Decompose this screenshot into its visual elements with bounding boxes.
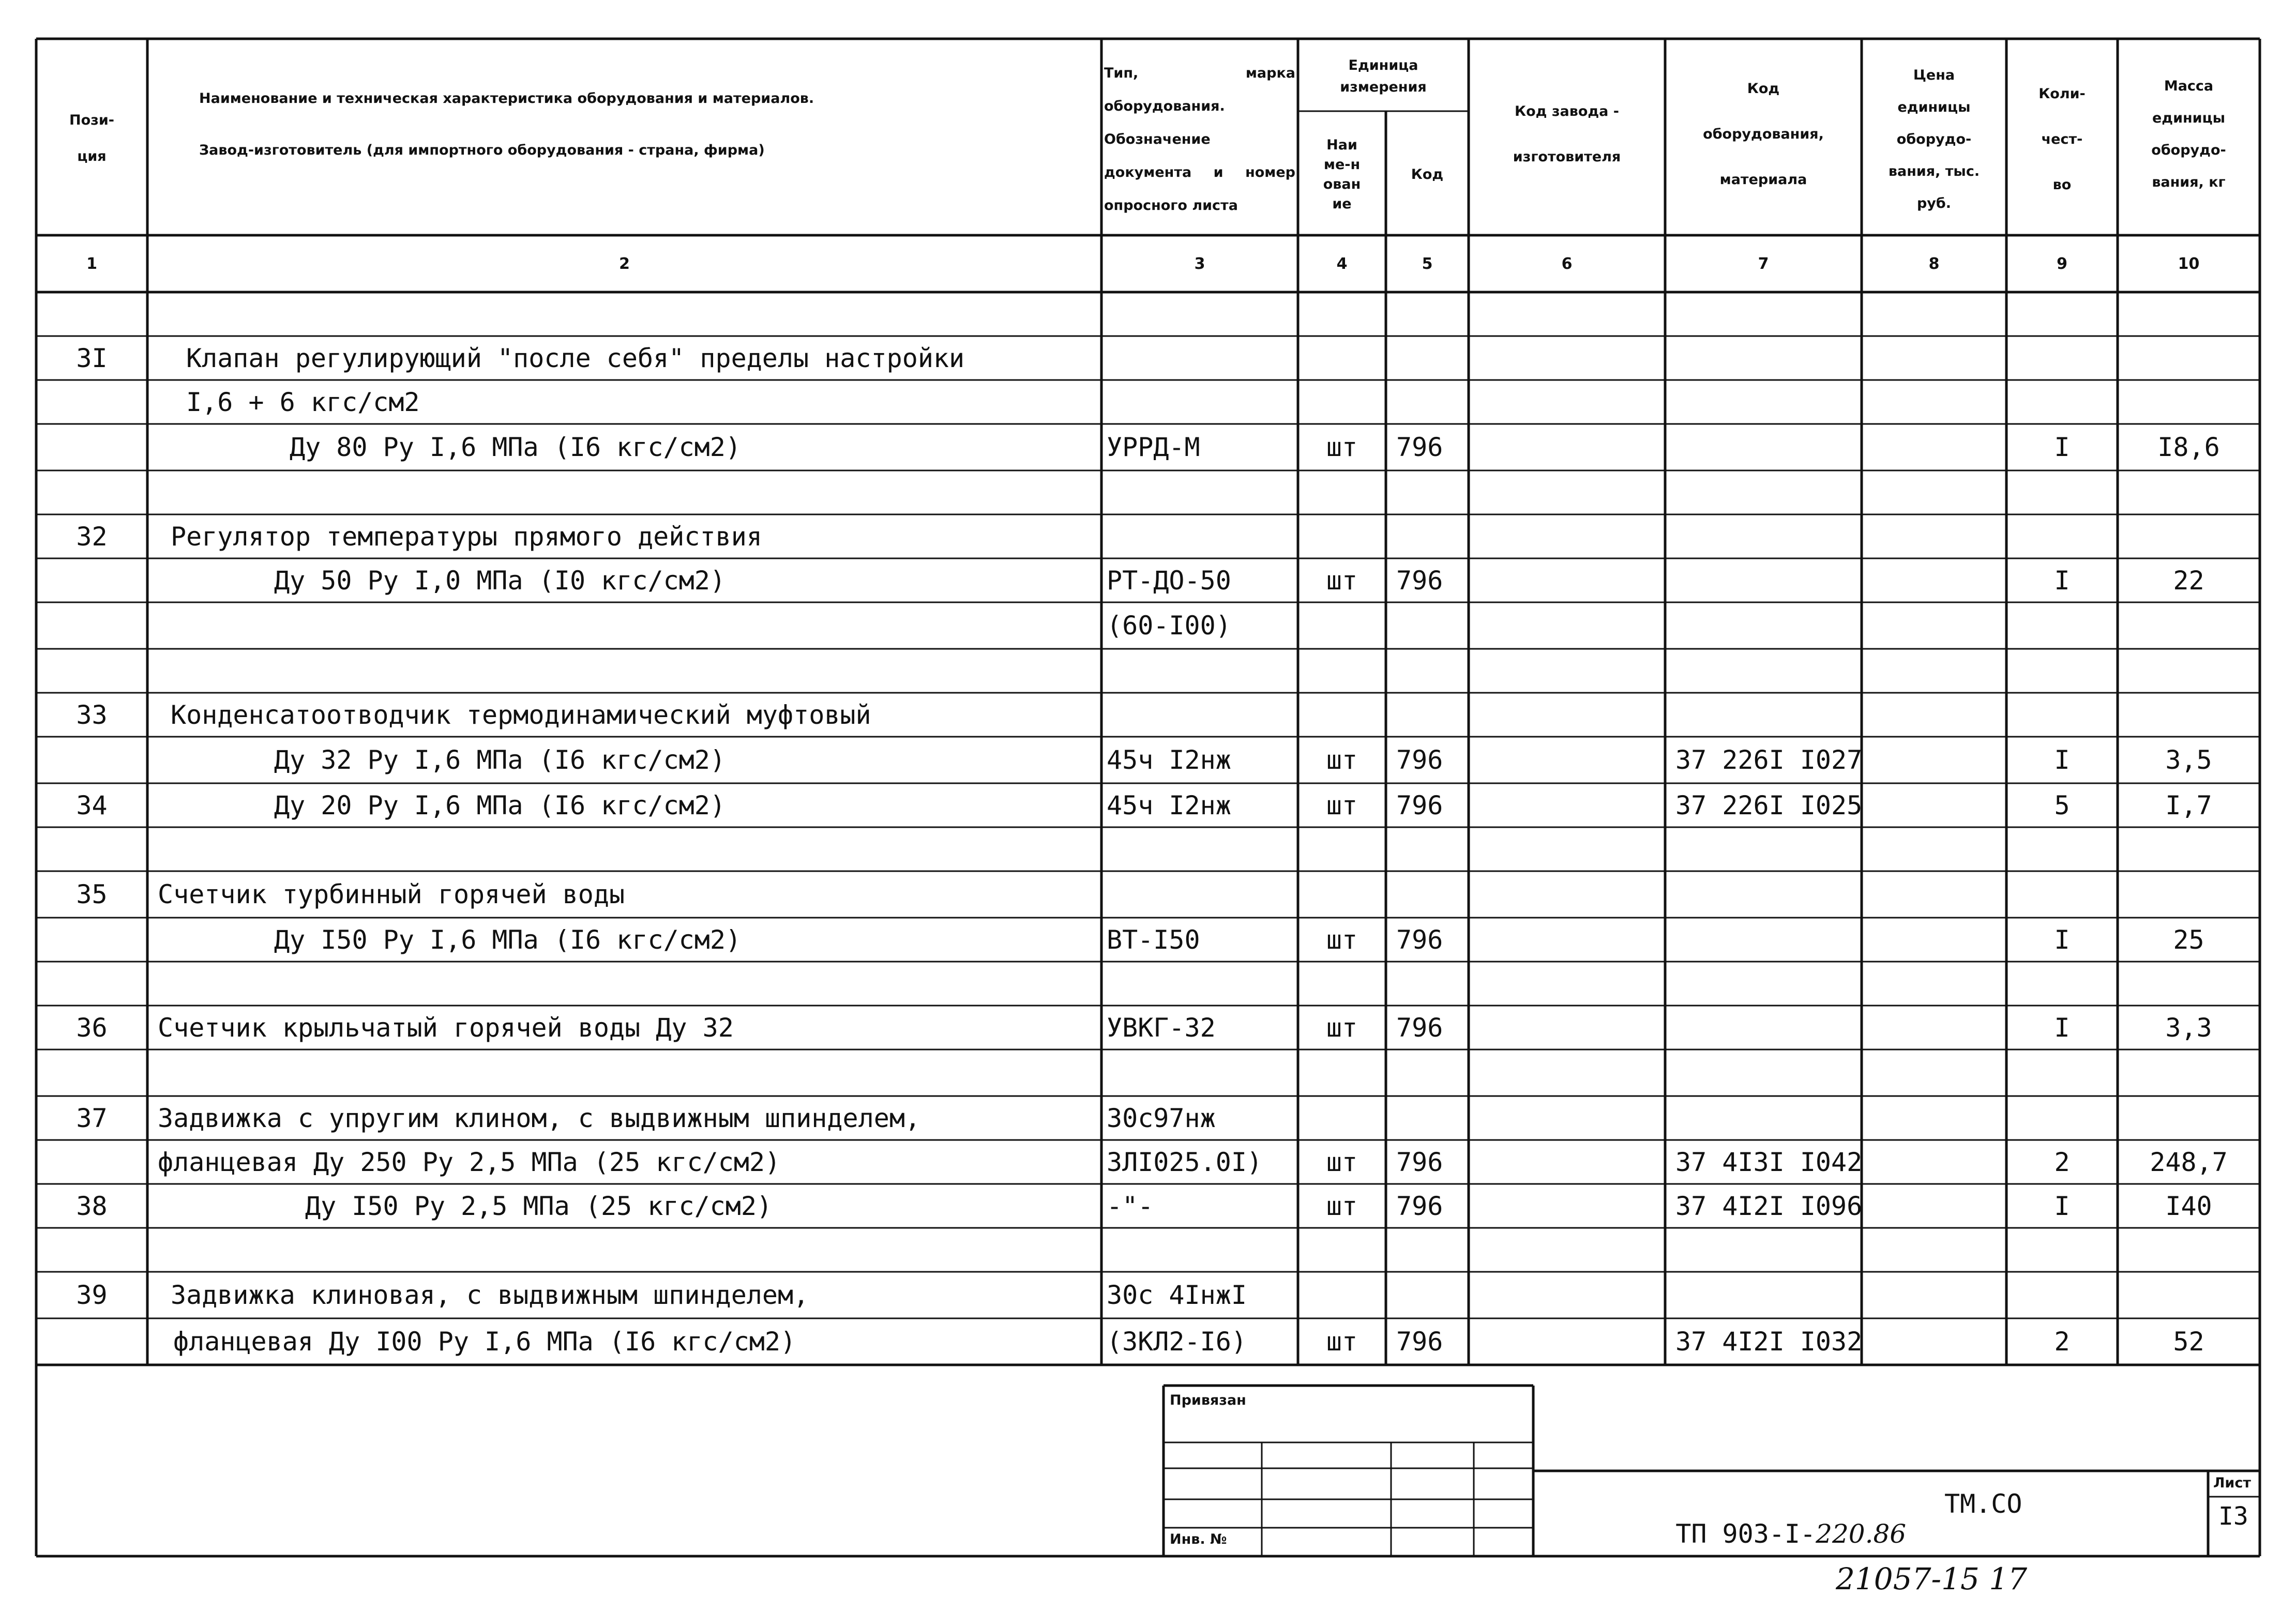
cell-equipment-code bbox=[1675, 292, 1862, 336]
cell-unit-code: 796 bbox=[1396, 1147, 1443, 1177]
cell-mass bbox=[2118, 649, 2260, 693]
cell-name bbox=[155, 649, 1099, 693]
doc-number-print: ТП 903-I- bbox=[1675, 1519, 1816, 1549]
cell-name: Задвижка клиновая, с выдвижным шпинделем, bbox=[171, 1280, 809, 1310]
cell-equipment-code bbox=[1675, 558, 1862, 602]
cell-price bbox=[1862, 693, 2006, 737]
cell-price bbox=[1862, 737, 2006, 783]
cell-unit: шт bbox=[1326, 790, 1358, 820]
cell-type: УВКГ-32 bbox=[1107, 1012, 1216, 1043]
cell-mass bbox=[2118, 1096, 2260, 1140]
cell-manufacturer-code bbox=[1469, 514, 1665, 558]
cell-mass bbox=[2118, 514, 2260, 558]
header-type: Тип, марка оборудования. Обозначение документа и номер опросного листа bbox=[1104, 65, 1295, 214]
cell-price bbox=[1862, 1184, 2006, 1228]
cell-manufacturer-code bbox=[1469, 1096, 1665, 1140]
cell-equipment-code: 37 226I I025 bbox=[1675, 790, 1863, 820]
cell-quantity bbox=[2006, 1228, 2118, 1272]
doc-number-hand: 220.86 bbox=[1816, 1519, 1907, 1549]
cell-position bbox=[36, 737, 147, 783]
cell-position bbox=[36, 827, 147, 871]
cell-position bbox=[36, 649, 147, 693]
cell-manufacturer-code bbox=[1469, 1318, 1665, 1365]
cell-unit-code bbox=[1396, 470, 1469, 514]
cell-name: Ду 20 Ру I,6 МПа (I6 кгс/см2) bbox=[274, 790, 726, 820]
cell-name: I,6 + 6 кгс/см2 bbox=[186, 387, 420, 417]
cell-position: 39 bbox=[76, 1280, 108, 1310]
cell-unit bbox=[1298, 602, 1386, 649]
cell-price bbox=[1862, 514, 2006, 558]
cell-position bbox=[36, 424, 147, 470]
cell-unit bbox=[1298, 962, 1386, 1006]
cell-equipment-code bbox=[1675, 1050, 1862, 1096]
header-equipment-code: Код оборудования, материала bbox=[1703, 81, 1824, 188]
header-name-line2: Завод-изготовитель (для импортного оборудования - страна, фирма) bbox=[199, 142, 765, 158]
cell-price bbox=[1862, 292, 2006, 336]
cell-quantity: 2 bbox=[2054, 1327, 2070, 1357]
cell-position: 34 bbox=[76, 790, 108, 820]
cell-equipment-code bbox=[1675, 962, 1862, 1006]
cell-price bbox=[1862, 1140, 2006, 1184]
cell-name: Ду I50 Ру I,6 МПа (I6 кгс/см2) bbox=[274, 924, 742, 955]
cell-manufacturer-code bbox=[1469, 602, 1665, 649]
cell-price bbox=[1862, 1318, 2006, 1365]
cell-quantity bbox=[2006, 514, 2118, 558]
cell-unit bbox=[1298, 649, 1386, 693]
cell-mass bbox=[2118, 827, 2260, 871]
colnum-10: 10 bbox=[2178, 254, 2200, 273]
cell-quantity bbox=[2006, 1272, 2118, 1318]
cell-manufacturer-code bbox=[1469, 737, 1665, 783]
cell-equipment-code: 37 226I I027 bbox=[1675, 745, 1863, 775]
cell-price bbox=[1862, 827, 2006, 871]
cell-name bbox=[155, 1228, 1099, 1272]
cell-unit: шт bbox=[1326, 1147, 1358, 1177]
cell-unit-code bbox=[1396, 1096, 1469, 1140]
cell-unit-code: 796 bbox=[1396, 924, 1443, 955]
cell-manufacturer-code bbox=[1469, 1006, 1665, 1050]
cell-name: фланцевая Ду 250 Ру 2,5 МПа (25 кгс/см2) bbox=[158, 1147, 781, 1177]
cell-unit bbox=[1298, 871, 1386, 918]
cell-mass bbox=[2118, 470, 2260, 514]
cell-position bbox=[36, 602, 147, 649]
cell-unit-code bbox=[1396, 962, 1469, 1006]
cell-unit-code: 796 bbox=[1396, 565, 1443, 596]
cell-equipment-code: 37 4I2I I096 bbox=[1675, 1191, 1863, 1221]
cell-mass: 25 bbox=[2173, 924, 2204, 955]
colnum-2: 2 bbox=[619, 254, 630, 273]
colnum-8: 8 bbox=[1928, 254, 1940, 273]
cell-unit bbox=[1298, 292, 1386, 336]
cell-manufacturer-code bbox=[1469, 1184, 1665, 1228]
stamp-privyazan: Привязан bbox=[1170, 1392, 1246, 1408]
cell-quantity: I bbox=[2054, 1012, 2070, 1043]
cell-name: Ду 32 Ру I,6 МПа (I6 кгс/см2) bbox=[274, 745, 726, 775]
cell-mass bbox=[2118, 1272, 2260, 1318]
cell-equipment-code bbox=[1675, 336, 1862, 380]
cell-type bbox=[1107, 693, 1293, 737]
cell-name: Клапан регулирующий "после себя" пределы настройки bbox=[186, 343, 965, 373]
stamp-doc-number bbox=[1644, 1489, 1906, 1549]
cell-equipment-code bbox=[1675, 470, 1862, 514]
cell-position bbox=[36, 1050, 147, 1096]
cell-position bbox=[36, 1140, 147, 1184]
cell-type: 45ч I2нж bbox=[1107, 745, 1231, 775]
cell-type bbox=[1107, 1050, 1293, 1096]
cell-position bbox=[36, 470, 147, 514]
cell-quantity bbox=[2006, 962, 2118, 1006]
cell-manufacturer-code bbox=[1469, 962, 1665, 1006]
colnum-4: 4 bbox=[1336, 254, 1348, 273]
cell-equipment-code: 37 4I3I I042 bbox=[1675, 1147, 1863, 1177]
cell-unit-code bbox=[1396, 1228, 1469, 1272]
header-price: Цена единицы оборудо-вания, тыс. руб. bbox=[1888, 67, 1980, 211]
cell-type bbox=[1107, 649, 1293, 693]
cell-manufacturer-code bbox=[1469, 918, 1665, 962]
cell-type bbox=[1107, 962, 1293, 1006]
cell-unit-code: 796 bbox=[1396, 432, 1443, 462]
cell-manufacturer-code bbox=[1469, 783, 1665, 827]
cell-mass bbox=[2118, 602, 2260, 649]
header-manufacturer-code: Код завода - изготовителя bbox=[1513, 103, 1621, 165]
cell-type: ЗЛI025.0I) bbox=[1107, 1147, 1263, 1177]
cell-position bbox=[36, 380, 147, 424]
cell-unit bbox=[1298, 1228, 1386, 1272]
cell-unit-code bbox=[1396, 871, 1469, 918]
cell-price bbox=[1862, 470, 2006, 514]
cell-manufacturer-code bbox=[1469, 827, 1665, 871]
stamp-sheet-label: Лист bbox=[2213, 1475, 2251, 1491]
cell-manufacturer-code bbox=[1469, 1140, 1665, 1184]
cell-quantity: I bbox=[2054, 565, 2070, 596]
cell-manufacturer-code bbox=[1469, 1228, 1665, 1272]
cell-manufacturer-code bbox=[1469, 470, 1665, 514]
cell-unit-code bbox=[1396, 649, 1469, 693]
cell-equipment-code: 37 4I2I I032 bbox=[1675, 1327, 1863, 1357]
colnum-7: 7 bbox=[1758, 254, 1769, 273]
cell-price bbox=[1862, 380, 2006, 424]
cell-type: 30с 4IнжI bbox=[1107, 1280, 1247, 1310]
cell-name: Ду I50 Ру 2,5 МПа (25 кгс/см2) bbox=[305, 1191, 773, 1221]
cell-unit: шт bbox=[1326, 432, 1358, 462]
cell-mass: 3,5 bbox=[2165, 745, 2212, 775]
cell-name bbox=[155, 292, 1099, 336]
cell-quantity: I bbox=[2054, 924, 2070, 955]
cell-position bbox=[36, 962, 147, 1006]
cell-equipment-code bbox=[1675, 1272, 1862, 1318]
cell-manufacturer-code bbox=[1469, 558, 1665, 602]
cell-unit-code: 796 bbox=[1396, 745, 1443, 775]
cell-quantity: I bbox=[2054, 1191, 2070, 1221]
cell-unit bbox=[1298, 1272, 1386, 1318]
cell-type: (ЗКЛ2-I6) bbox=[1107, 1327, 1247, 1357]
cell-unit-code bbox=[1396, 1272, 1469, 1318]
cell-price bbox=[1862, 1096, 2006, 1140]
cell-type: 30с97нж bbox=[1107, 1103, 1216, 1133]
colnum-9: 9 bbox=[2057, 254, 2067, 273]
cell-price bbox=[1862, 602, 2006, 649]
cell-quantity bbox=[2006, 470, 2118, 514]
cell-manufacturer-code bbox=[1469, 424, 1665, 470]
cell-unit-code: 796 bbox=[1396, 1327, 1443, 1357]
cell-equipment-code bbox=[1675, 1228, 1862, 1272]
cell-type bbox=[1107, 1228, 1293, 1272]
cell-price bbox=[1862, 424, 2006, 470]
cell-position: 33 bbox=[76, 699, 108, 730]
cell-price bbox=[1862, 871, 2006, 918]
cell-name bbox=[155, 602, 1099, 649]
cell-quantity bbox=[2006, 602, 2118, 649]
cell-unit-code bbox=[1396, 693, 1469, 737]
cell-type bbox=[1107, 470, 1293, 514]
cell-mass bbox=[2118, 1050, 2260, 1096]
cell-mass bbox=[2118, 693, 2260, 737]
cell-unit-code bbox=[1396, 292, 1469, 336]
colnum-6: 6 bbox=[1561, 254, 1573, 273]
cell-manufacturer-code bbox=[1469, 871, 1665, 918]
cell-position bbox=[36, 1318, 147, 1365]
cell-manufacturer-code bbox=[1469, 380, 1665, 424]
cell-unit bbox=[1298, 514, 1386, 558]
cell-unit: шт bbox=[1326, 1012, 1358, 1043]
cell-price bbox=[1862, 649, 2006, 693]
cell-name: Счетчик турбинный горячей воды bbox=[158, 879, 625, 909]
cell-manufacturer-code bbox=[1469, 649, 1665, 693]
cell-unit-code bbox=[1396, 514, 1469, 558]
header-mass: Масса единицы оборудо-вания, кг bbox=[2151, 78, 2226, 190]
colnum-3: 3 bbox=[1194, 254, 1205, 273]
cell-equipment-code bbox=[1675, 918, 1862, 962]
cell-position: 35 bbox=[76, 879, 108, 909]
cell-equipment-code bbox=[1675, 827, 1862, 871]
cell-price bbox=[1862, 783, 2006, 827]
cell-type: УРРД-М bbox=[1107, 432, 1200, 462]
cell-manufacturer-code bbox=[1469, 292, 1665, 336]
cell-unit: шт bbox=[1326, 1327, 1358, 1357]
cell-quantity bbox=[2006, 1050, 2118, 1096]
cell-unit bbox=[1298, 1050, 1386, 1096]
cell-unit-code: 796 bbox=[1396, 790, 1443, 820]
cell-position: 37 bbox=[76, 1103, 108, 1133]
cell-type bbox=[1107, 336, 1293, 380]
stamp-doc-code: ТМ.СО bbox=[1944, 1489, 2022, 1519]
cell-quantity bbox=[2006, 827, 2118, 871]
cell-equipment-code bbox=[1675, 1006, 1862, 1050]
cell-name: Ду 80 Ру I,6 МПа (I6 кгс/см2) bbox=[290, 432, 741, 462]
cell-position bbox=[36, 292, 147, 336]
cell-unit bbox=[1298, 1096, 1386, 1140]
cell-name: фланцевая Ду I00 Ру I,6 МПа (I6 кгс/см2) bbox=[173, 1327, 796, 1357]
cell-manufacturer-code bbox=[1469, 336, 1665, 380]
cell-unit: шт bbox=[1326, 1191, 1358, 1221]
cell-quantity bbox=[2006, 649, 2118, 693]
cell-quantity bbox=[2006, 380, 2118, 424]
cell-price bbox=[1862, 1050, 2006, 1096]
cell-mass: I40 bbox=[2165, 1191, 2212, 1221]
cell-quantity bbox=[2006, 1096, 2118, 1140]
cell-unit-code bbox=[1396, 602, 1469, 649]
header-name-line1: Наименование и техническая характеристика оборудования и материалов. bbox=[199, 90, 814, 107]
cell-name: Счетчик крыльчатый горячей воды Ду 32 bbox=[158, 1012, 734, 1043]
cell-equipment-code bbox=[1675, 649, 1862, 693]
cell-name bbox=[155, 827, 1099, 871]
cell-position bbox=[36, 918, 147, 962]
header-name bbox=[150, 44, 1099, 233]
cell-quantity: 5 bbox=[2054, 790, 2070, 820]
cell-mass: 22 bbox=[2173, 565, 2204, 596]
cell-price bbox=[1862, 1228, 2006, 1272]
cell-mass: 52 bbox=[2173, 1327, 2204, 1357]
cell-price bbox=[1862, 1272, 2006, 1318]
colnum-5: 5 bbox=[1422, 254, 1433, 273]
cell-equipment-code bbox=[1675, 602, 1862, 649]
cell-type bbox=[1107, 380, 1293, 424]
cell-mass bbox=[2118, 336, 2260, 380]
cell-mass bbox=[2118, 871, 2260, 918]
cell-position bbox=[36, 558, 147, 602]
cell-quantity bbox=[2006, 871, 2118, 918]
cell-unit: шт bbox=[1326, 745, 1358, 775]
cell-equipment-code bbox=[1675, 693, 1862, 737]
header-quantity: Коли-чест-во bbox=[2038, 86, 2086, 193]
cell-type bbox=[1107, 514, 1293, 558]
header-position: Пози- ция bbox=[69, 112, 114, 164]
cell-type: РТ-ДО-50 bbox=[1107, 565, 1231, 596]
cell-mass bbox=[2118, 962, 2260, 1006]
cell-name: Конденсатоотводчик термодинамический муфтовый bbox=[171, 699, 871, 730]
cell-price bbox=[1862, 1006, 2006, 1050]
cell-unit-code bbox=[1396, 336, 1469, 380]
cell-mass: I8,6 bbox=[2157, 432, 2220, 462]
cell-position: 38 bbox=[76, 1191, 108, 1221]
cell-name bbox=[155, 470, 1099, 514]
header-unit-code: Код bbox=[1411, 166, 1444, 183]
cell-equipment-code bbox=[1675, 424, 1862, 470]
cell-price bbox=[1862, 336, 2006, 380]
cell-unit: шт bbox=[1326, 565, 1358, 596]
cell-name bbox=[155, 1050, 1099, 1096]
cell-quantity bbox=[2006, 693, 2118, 737]
stamp-sheet-number: I3 bbox=[2218, 1502, 2248, 1531]
cell-quantity bbox=[2006, 292, 2118, 336]
cell-unit bbox=[1298, 693, 1386, 737]
cell-mass: 248,7 bbox=[2150, 1147, 2228, 1177]
cell-unit bbox=[1298, 336, 1386, 380]
cell-quantity: 2 bbox=[2054, 1147, 2070, 1177]
cell-unit bbox=[1298, 470, 1386, 514]
cell-price bbox=[1862, 962, 2006, 1006]
cell-unit bbox=[1298, 380, 1386, 424]
cell-mass: I,7 bbox=[2165, 790, 2212, 820]
cell-price bbox=[1862, 918, 2006, 962]
cell-type: 45ч I2нж bbox=[1107, 790, 1231, 820]
cell-manufacturer-code bbox=[1469, 1050, 1665, 1096]
cell-quantity: I bbox=[2054, 432, 2070, 462]
cell-type: (60-I00) bbox=[1107, 611, 1231, 641]
cell-unit-code bbox=[1396, 1050, 1469, 1096]
cell-unit: шт bbox=[1326, 924, 1358, 955]
cell-name bbox=[155, 962, 1099, 1006]
cell-equipment-code bbox=[1675, 514, 1862, 558]
cell-position: 32 bbox=[76, 521, 108, 552]
cell-position: 3I bbox=[76, 343, 108, 373]
cell-type: -"- bbox=[1107, 1191, 1154, 1221]
cell-unit-code: 796 bbox=[1396, 1191, 1443, 1221]
cell-mass bbox=[2118, 1228, 2260, 1272]
cell-name: Регулятор температуры прямого действия bbox=[171, 521, 762, 552]
cell-equipment-code bbox=[1675, 1096, 1862, 1140]
cell-price bbox=[1862, 558, 2006, 602]
cell-manufacturer-code bbox=[1469, 693, 1665, 737]
cell-quantity bbox=[2006, 336, 2118, 380]
cell-type: ВТ-I50 bbox=[1107, 924, 1200, 955]
header-unit-group: Единица измерения bbox=[1340, 57, 1427, 95]
cell-type bbox=[1107, 827, 1293, 871]
cell-mass bbox=[2118, 380, 2260, 424]
cell-manufacturer-code bbox=[1469, 1272, 1665, 1318]
cell-quantity: I bbox=[2054, 745, 2070, 775]
cell-unit-code bbox=[1396, 380, 1469, 424]
cell-unit bbox=[1298, 827, 1386, 871]
cell-type bbox=[1107, 292, 1293, 336]
cell-name: Задвижка с упругим клином, с выдвижным шпинделем, bbox=[158, 1103, 921, 1133]
colnum-1: 1 bbox=[86, 254, 97, 273]
footer-handwritten-number: 21057-15 17 bbox=[1836, 1561, 2028, 1596]
stamp-inv: Инв. № bbox=[1170, 1531, 1227, 1547]
cell-unit-code: 796 bbox=[1396, 1012, 1443, 1043]
cell-equipment-code bbox=[1675, 380, 1862, 424]
header-unit-name: Наиме-нование bbox=[1323, 136, 1361, 212]
cell-mass: 3,3 bbox=[2165, 1012, 2212, 1043]
cell-position bbox=[36, 1228, 147, 1272]
cell-position: 36 bbox=[76, 1012, 108, 1043]
cell-equipment-code bbox=[1675, 871, 1862, 918]
cell-name: Ду 50 Ру I,0 МПа (I0 кгс/см2) bbox=[274, 565, 726, 596]
cell-mass bbox=[2118, 292, 2260, 336]
cell-unit-code bbox=[1396, 827, 1469, 871]
cell-type bbox=[1107, 871, 1293, 918]
